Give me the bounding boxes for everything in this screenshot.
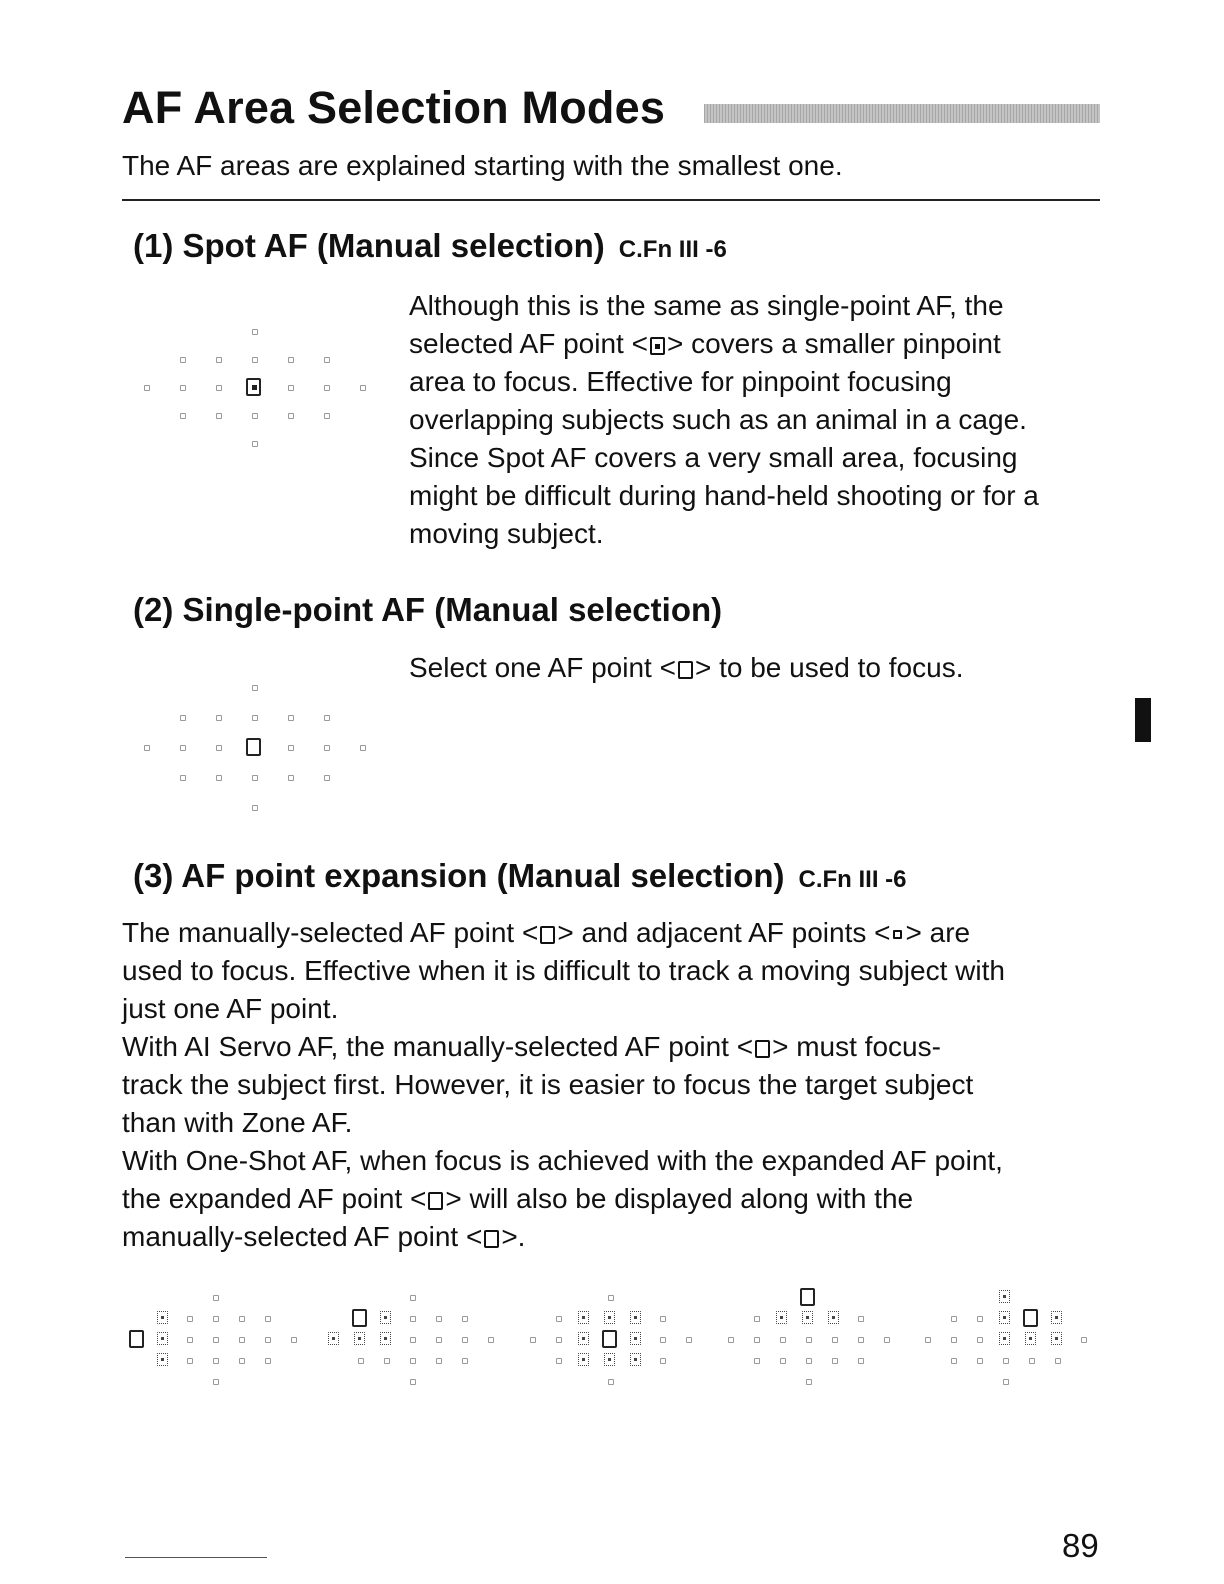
text-line bbox=[122, 1028, 1112, 1066]
af-point-marker bbox=[324, 745, 330, 751]
af-point-marker bbox=[360, 745, 366, 751]
adjacent-af-point-icon bbox=[578, 1332, 589, 1345]
text-fragment: With AI Servo AF, the manually-selected AF point < bbox=[122, 1031, 754, 1062]
text-line: overlapping subjects such as an animal in a cage. bbox=[409, 404, 1027, 435]
af-point-marker bbox=[806, 1379, 812, 1385]
adjacent-af-point-icon bbox=[999, 1332, 1010, 1345]
af-point-marker bbox=[216, 385, 222, 391]
af-point-marker bbox=[180, 385, 186, 391]
text-line: Since Spot AF covers a very small area, focusing bbox=[409, 442, 1018, 473]
section-2-body bbox=[409, 649, 1109, 687]
af-point-icon bbox=[800, 1288, 815, 1306]
adjacent-af-point-icon bbox=[893, 930, 902, 939]
af-point-marker bbox=[977, 1316, 983, 1322]
spot-af-diagram bbox=[135, 315, 375, 455]
text-line: With One-Shot AF, when focus is achieved with the expanded AF point, bbox=[122, 1145, 1003, 1176]
expansion-diagram-5 bbox=[915, 1285, 1090, 1390]
footer-rule bbox=[125, 1557, 267, 1558]
af-point-marker bbox=[660, 1337, 666, 1343]
af-point-marker bbox=[180, 775, 186, 781]
chapter-tab-marker bbox=[1135, 698, 1151, 742]
af-point-marker bbox=[754, 1358, 760, 1364]
text-fragment: > will also be displayed along with the bbox=[445, 1183, 914, 1214]
text-line: might be difficult during hand-held shooting or for a bbox=[409, 480, 1039, 511]
af-point-icon bbox=[1023, 1309, 1038, 1327]
section-1-title: (1) Spot AF (Manual selection) bbox=[133, 227, 605, 264]
text-line bbox=[122, 914, 1112, 952]
af-point-marker bbox=[1003, 1358, 1009, 1364]
af-point-icon bbox=[540, 926, 555, 944]
af-point-icon bbox=[246, 738, 261, 756]
adjacent-af-point-icon bbox=[1051, 1332, 1062, 1345]
adjacent-af-point-icon bbox=[776, 1311, 787, 1324]
text-fragment: manually-selected AF point < bbox=[122, 1221, 483, 1252]
text-line: Although this is the same as single-point AF, the bbox=[409, 290, 1004, 321]
section-3-title: (3) AF point expansion (Manual selection) bbox=[133, 857, 785, 894]
adjacent-af-point-icon bbox=[380, 1311, 391, 1324]
af-point-icon bbox=[484, 1230, 499, 1248]
expansion-diagram-4 bbox=[718, 1285, 893, 1390]
af-point-marker bbox=[288, 413, 294, 419]
af-point-marker bbox=[728, 1337, 734, 1343]
adjacent-af-point-icon bbox=[578, 1311, 589, 1324]
af-point-marker bbox=[324, 357, 330, 363]
af-point-marker bbox=[213, 1295, 219, 1301]
text-line: moving subject. bbox=[409, 518, 604, 549]
adjacent-af-point-icon bbox=[157, 1332, 168, 1345]
af-point-marker bbox=[239, 1337, 245, 1343]
af-point-icon bbox=[602, 1330, 617, 1348]
adjacent-af-point-icon bbox=[604, 1311, 615, 1324]
af-point-marker bbox=[252, 357, 258, 363]
af-point-marker bbox=[358, 1358, 364, 1364]
text-fragment: > must focus- bbox=[772, 1031, 941, 1062]
af-point-marker bbox=[780, 1337, 786, 1343]
af-point-marker bbox=[608, 1379, 614, 1385]
af-point-marker bbox=[951, 1337, 957, 1343]
af-point-marker bbox=[556, 1358, 562, 1364]
af-point-marker bbox=[462, 1337, 468, 1343]
af-point-marker bbox=[180, 357, 186, 363]
text-fragment: The manually-selected AF point < bbox=[122, 917, 539, 948]
af-point-marker bbox=[780, 1358, 786, 1364]
af-point-marker bbox=[252, 441, 258, 447]
af-point-marker bbox=[180, 413, 186, 419]
text-fragment: selected AF point < bbox=[409, 328, 648, 359]
af-point-marker bbox=[410, 1295, 416, 1301]
text-line: track the subject first. However, it is easier to focus the target subject bbox=[122, 1069, 974, 1100]
text-line bbox=[122, 1180, 1112, 1218]
af-point-marker bbox=[252, 805, 258, 811]
text-fragment: Select one AF point < bbox=[409, 652, 676, 683]
af-point-marker bbox=[252, 715, 258, 721]
af-point-marker bbox=[216, 413, 222, 419]
af-point-marker bbox=[265, 1337, 271, 1343]
af-point-marker bbox=[252, 413, 258, 419]
af-point-marker bbox=[556, 1337, 562, 1343]
af-point-marker bbox=[213, 1337, 219, 1343]
adjacent-af-point-icon bbox=[604, 1353, 615, 1366]
af-point-marker bbox=[324, 775, 330, 781]
af-point-marker bbox=[252, 685, 258, 691]
text-fragment: >. bbox=[501, 1221, 526, 1252]
af-point-marker bbox=[977, 1358, 983, 1364]
af-point-marker bbox=[488, 1337, 494, 1343]
page-title: AF Area Selection Modes bbox=[122, 82, 666, 133]
af-point-marker bbox=[925, 1337, 931, 1343]
adjacent-af-point-icon bbox=[999, 1311, 1010, 1324]
adjacent-af-point-icon bbox=[354, 1332, 365, 1345]
af-point-marker bbox=[951, 1358, 957, 1364]
af-point-marker bbox=[288, 775, 294, 781]
af-point-marker bbox=[213, 1379, 219, 1385]
af-point-marker bbox=[436, 1316, 442, 1322]
adjacent-af-point-icon bbox=[1025, 1332, 1036, 1345]
af-point-marker bbox=[410, 1337, 416, 1343]
adjacent-af-point-icon bbox=[157, 1353, 168, 1366]
title-decorative-bar bbox=[704, 104, 1100, 123]
af-point-marker bbox=[265, 1316, 271, 1322]
single-point-af-diagram bbox=[135, 680, 375, 820]
af-point-marker bbox=[288, 745, 294, 751]
af-point-marker bbox=[288, 385, 294, 391]
af-point-marker bbox=[180, 745, 186, 751]
af-point-marker bbox=[608, 1295, 614, 1301]
section-3-ref: C.Fn III -6 bbox=[798, 866, 907, 893]
text-line bbox=[122, 1218, 1112, 1256]
af-point-marker bbox=[324, 413, 330, 419]
section-3-body bbox=[122, 914, 1112, 1256]
af-point-marker bbox=[187, 1358, 193, 1364]
af-point-marker bbox=[252, 775, 258, 781]
af-point-marker bbox=[360, 385, 366, 391]
expansion-diagram-3 bbox=[520, 1285, 695, 1390]
af-point-marker bbox=[265, 1358, 271, 1364]
expansion-diagram-1 bbox=[125, 1285, 300, 1390]
af-point-icon bbox=[678, 661, 693, 679]
text-fragment: > to be used to focus. bbox=[694, 652, 964, 683]
af-point-marker bbox=[216, 715, 222, 721]
af-point-marker bbox=[884, 1337, 890, 1343]
spot-af-point-icon bbox=[246, 378, 261, 396]
adjacent-af-point-icon bbox=[157, 1311, 168, 1324]
af-point-marker bbox=[754, 1337, 760, 1343]
af-point-icon bbox=[352, 1309, 367, 1327]
text-fragment: the expanded AF point < bbox=[122, 1183, 427, 1214]
af-point-marker bbox=[436, 1337, 442, 1343]
section-3-heading bbox=[133, 857, 907, 895]
af-point-marker bbox=[660, 1358, 666, 1364]
text-fragment: > and adjacent AF points < bbox=[557, 917, 891, 948]
af-point-marker bbox=[858, 1316, 864, 1322]
text-fragment: > are bbox=[905, 917, 971, 948]
page-number: 89 bbox=[1062, 1527, 1099, 1564]
adjacent-af-point-icon bbox=[328, 1332, 339, 1345]
af-point-marker bbox=[187, 1316, 193, 1322]
section-1-heading bbox=[133, 227, 727, 265]
text-line bbox=[409, 325, 1109, 363]
af-point-marker bbox=[686, 1337, 692, 1343]
af-point-marker bbox=[213, 1358, 219, 1364]
adjacent-af-point-icon bbox=[380, 1332, 391, 1345]
section-2-title: (2) Single-point AF (Manual selection) bbox=[133, 591, 723, 628]
text-fragment: > covers a smaller pinpoint bbox=[666, 328, 1001, 359]
af-point-icon bbox=[428, 1192, 443, 1210]
af-point-marker bbox=[291, 1337, 297, 1343]
af-point-marker bbox=[462, 1358, 468, 1364]
text-line: than with Zone AF. bbox=[122, 1107, 353, 1138]
adjacent-af-point-icon bbox=[630, 1353, 641, 1366]
af-point-icon bbox=[129, 1330, 144, 1348]
section-1-body bbox=[409, 287, 1109, 553]
af-point-marker bbox=[1081, 1337, 1087, 1343]
af-point-marker bbox=[951, 1316, 957, 1322]
af-point-marker bbox=[216, 357, 222, 363]
adjacent-af-point-icon bbox=[828, 1311, 839, 1324]
af-point-marker bbox=[462, 1316, 468, 1322]
adjacent-af-point-icon bbox=[630, 1332, 641, 1345]
spot-af-point-icon bbox=[650, 337, 665, 355]
af-point-marker bbox=[977, 1337, 983, 1343]
af-point-marker bbox=[832, 1337, 838, 1343]
adjacent-af-point-icon bbox=[630, 1311, 641, 1324]
af-point-marker bbox=[436, 1358, 442, 1364]
af-point-marker bbox=[556, 1316, 562, 1322]
af-point-marker bbox=[858, 1337, 864, 1343]
text-line: just one AF point. bbox=[122, 993, 339, 1024]
af-point-marker bbox=[410, 1358, 416, 1364]
af-point-marker bbox=[660, 1316, 666, 1322]
af-point-marker bbox=[754, 1316, 760, 1322]
af-point-marker bbox=[806, 1358, 812, 1364]
section-1-ref: C.Fn III -6 bbox=[618, 236, 727, 263]
af-point-marker bbox=[832, 1358, 838, 1364]
af-point-marker bbox=[213, 1316, 219, 1322]
af-point-marker bbox=[530, 1337, 536, 1343]
text-line bbox=[409, 649, 1109, 687]
section-2-heading bbox=[133, 591, 722, 629]
af-point-marker bbox=[216, 775, 222, 781]
af-point-marker bbox=[216, 745, 222, 751]
af-point-marker bbox=[144, 385, 150, 391]
af-point-marker bbox=[384, 1358, 390, 1364]
adjacent-af-point-icon bbox=[999, 1290, 1010, 1303]
af-point-marker bbox=[806, 1337, 812, 1343]
af-point-marker bbox=[858, 1358, 864, 1364]
header-divider bbox=[122, 199, 1100, 201]
adjacent-af-point-icon bbox=[578, 1353, 589, 1366]
af-point-marker bbox=[252, 329, 258, 335]
intro-text: The AF areas are explained starting with the smallest one. bbox=[122, 150, 843, 181]
af-point-marker bbox=[180, 715, 186, 721]
af-point-marker bbox=[288, 715, 294, 721]
af-point-icon bbox=[755, 1040, 770, 1058]
adjacent-af-point-icon bbox=[802, 1311, 813, 1324]
af-point-marker bbox=[1003, 1379, 1009, 1385]
af-point-marker bbox=[187, 1337, 193, 1343]
text-line: used to focus. Effective when it is difficult to track a moving subject with bbox=[122, 955, 1005, 986]
af-point-marker bbox=[1029, 1358, 1035, 1364]
af-point-marker bbox=[324, 715, 330, 721]
expansion-diagram-2 bbox=[322, 1285, 497, 1390]
af-point-marker bbox=[239, 1316, 245, 1322]
af-point-marker bbox=[1055, 1358, 1061, 1364]
af-point-marker bbox=[410, 1316, 416, 1322]
af-point-marker bbox=[144, 745, 150, 751]
af-point-marker bbox=[324, 385, 330, 391]
af-point-marker bbox=[288, 357, 294, 363]
adjacent-af-point-icon bbox=[1051, 1311, 1062, 1324]
text-line: area to focus. Effective for pinpoint focusing bbox=[409, 366, 952, 397]
af-point-marker bbox=[239, 1358, 245, 1364]
af-point-marker bbox=[410, 1379, 416, 1385]
